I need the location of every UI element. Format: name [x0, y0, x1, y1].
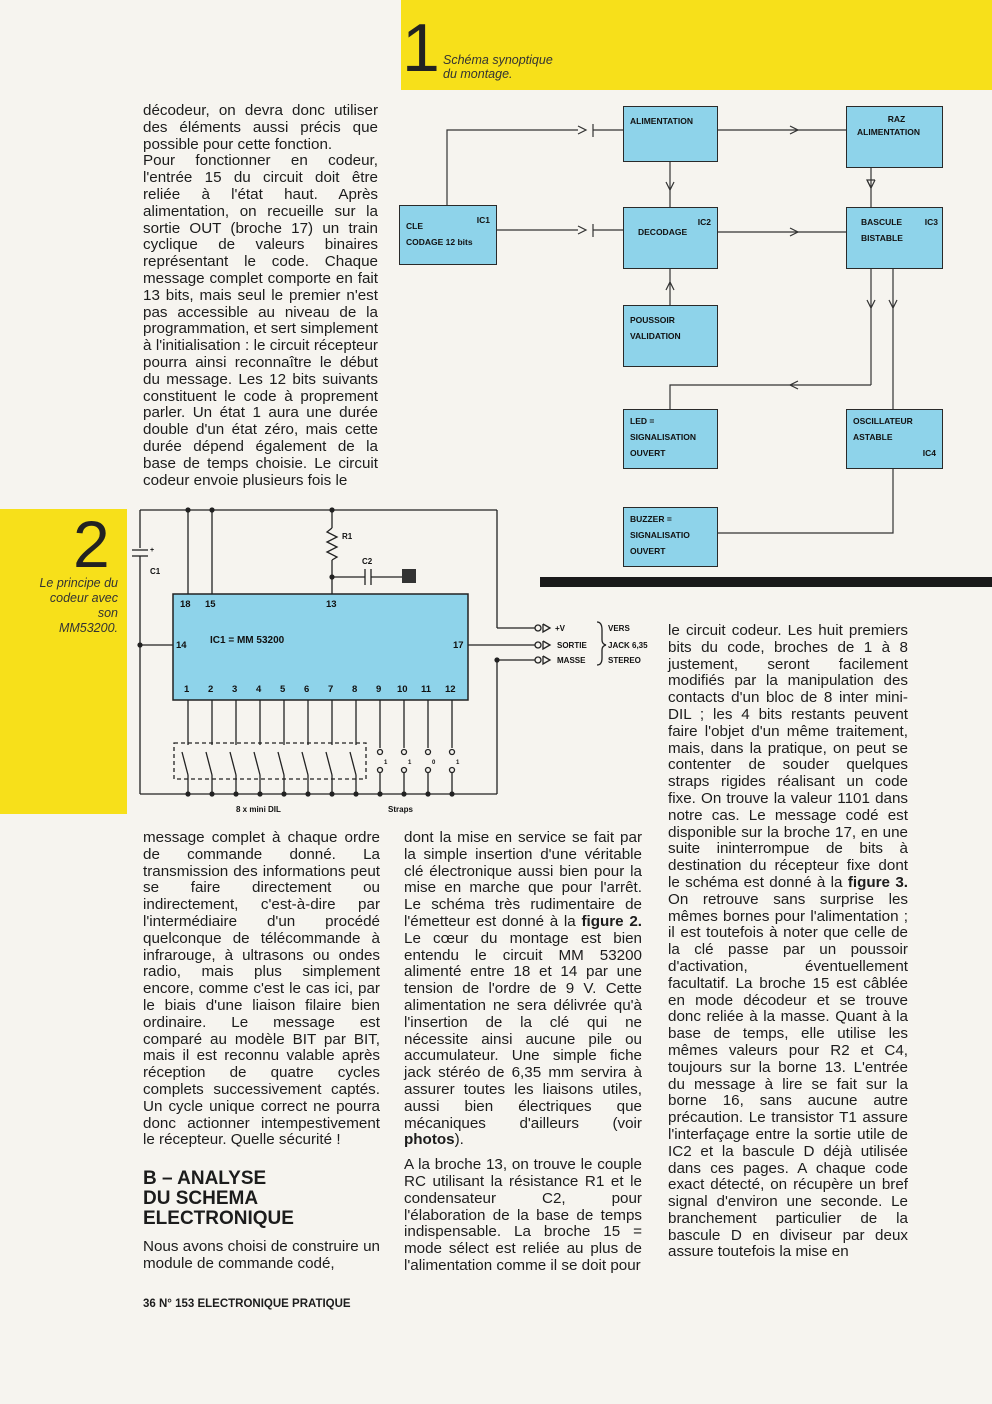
column1-bottom-text — [143, 830, 380, 1281]
pin-label: 11 — [421, 684, 432, 695]
figure1-caption: Schéma synoptique du montage. — [443, 53, 553, 81]
c1-label: C1 — [150, 567, 161, 576]
pin-label: 3 — [232, 684, 238, 695]
pin-label: 1 — [184, 684, 190, 695]
block-buzzer: BUZZER = SIGNALISATIO OUVERT — [623, 507, 718, 567]
pin-label: 9 — [376, 684, 382, 695]
strap-value: 1 — [408, 760, 412, 766]
page-footer: 36 N° 153 ELECTRONIQUE PRATIQUE — [143, 1298, 351, 1310]
paragraph: Pour fonctionner en codeur, l'entrée 15 du circuit doit être reliée à l'état haut. Après alimentation, on recueille sur la sortie OUT (broche 17) un train cyclique de valeurs binaires représentant le code. Chaque message complet comporte en fait 13 bits, mais seul le premier n'est pas accessible au niveau de la programmation, et sert simplement à l'initialisation : le circuit récepteur pourra ainsi reconnaître le début du message. Les 12 bits suivants constituent le code à proprement parler. Un état 1 aura une durée double d'un état zéro, mais cette durée dépend également de la base de temps choisie. Le circuit codeur envoie plusieurs fois le — [143, 152, 378, 489]
block-oscillateur-astable: OSCILLATEUR ASTABLE IC4 — [846, 409, 943, 469]
r1-label: R1 — [342, 532, 353, 541]
c1-plus: + — [150, 547, 155, 554]
masse-label: MASSE — [557, 656, 586, 665]
dil-label: 8 x mini DIL — [236, 805, 281, 814]
paragraph: décodeur, on devra donc utiliser des éléments aussi précis que possible pour cette fonction. — [143, 102, 378, 153]
figure2-number: 2 — [73, 507, 110, 581]
column2-text — [404, 830, 642, 1283]
photos-ref: photos — [404, 1131, 455, 1149]
pin-label: 2 — [208, 684, 214, 695]
pin-label: 5 — [280, 684, 286, 695]
pin-label: 13 — [326, 599, 337, 610]
figure-ref: figure 3. — [847, 873, 909, 891]
block-led-signalisation: LED = SIGNALISATION OUVERT — [623, 409, 718, 469]
c2-label: C2 — [362, 557, 373, 566]
pin-label: 6 — [304, 684, 310, 695]
codeur-schematic — [125, 500, 655, 820]
strap-value: 0 — [432, 760, 436, 766]
paragraph: A la broche 13, on trouve le couple RC utilisant la résistance R1 et le condensateur C2, pour l'élaboration de la base de temps indispensable. La broche 15 = mode sélect est reliée au plus de l'alimentation comme il se doit pour — [404, 1156, 642, 1274]
paragraph: Nous avons choisi de construire un module de commande codé, — [143, 1238, 380, 1272]
paragraph: message complet à chaque ordre de commande donné. La transmission des informations peut se faire directement ou indirectement, c'est-à-dire par l'intermédiaire d'un procédé quelconque de télécommande à infrarouge, à ultrasons ou ondes radio, mais plus simplement encore, comme c'est le cas ici, par le biais d'une liaison filaire bien ordinaire. Le message est comparé au modèle BIT par BIT, mais il est reconnu valable après réception de quatre cycles complets successivement captés. Un cycle unique correct ne pourra donc actionner intempestivement le récepteur. Quelle sécurité ! — [143, 829, 380, 1149]
block-tag: IC1 — [476, 215, 490, 225]
pin-label: 17 — [453, 640, 464, 651]
sortie-label: SORTIE — [557, 641, 587, 650]
paragraph: le circuit codeur. Les huit premiers bits du code, broches de 1 à 8 justement, seront facilement modifiés par la manipulation des contacts d'un bloc de 8 inter mini-DIL ; les 4 bits restants peuvent faire l'objet d'un même traitement, mais, dans la pratique, on peut se contenter de souder quelques straps rigides réalisant un code fixe. On trouve la valeur 1101 dans notre cas. Le message codé est disponible sur la broche 17, en une suite ininterrompue de bits à destination du récepteur fixe dont le schéma est donné à la figure 3. On retrouve sans surprise les mêmes bornes pour l'alimentation ; il est toutefois à noter que celle de la clé passe par un poussoir d'activation, éventuellement facultatif. La broche 15 est câblée en mode décodeur et se trouve donc reliée à la masse. Quant à la base de temps, elle utilise les mêmes valeurs pour R2 et C4, toujours sur la borne 13. L'entrée du message à lire se fait sur la borne 16, sans aucune autre précaution. Le transistor T1 assure l'interfaçage entre la sortie utile de IC2 et la bascule D déjà utilisée dans ces pages. A chaque code exact détecté, on récupère un bref signal d'environ une seconde. Le branchement particulier de la bascule D en diviseur par deux assure toutefois la mise en — [668, 622, 909, 1261]
block-decodage: IC2 DECODAGE — [623, 207, 718, 269]
pin-label: 10 — [397, 684, 408, 695]
column3-text — [668, 623, 908, 1269]
stereo-label: STEREO — [608, 656, 641, 665]
pin-label: 7 — [328, 684, 334, 695]
paragraph: dont la mise en service se fait par la simple insertion d'une véritable clé électronique aussi bien pour la mise en marche que pour l'arrêt. Le schéma très rudimentaire de l'émetteur est donné à la figure 2. Le cœur du montage est bien entendu le circuit MM 53200 alimenté entre 18 et 14 par une tension de l'ordre de 9 V. Cette alimentation ne sera délivrée qu'à l'insertion de la clé qui ne nécessite ainsi aucune pile ou accumulateur. Une simple fiche jack stéréo de 6,35 mm servira à assurer toutes les liaisons utiles, aussi bien électriques que mécaniques d'ailleurs (voir photos). — [404, 829, 642, 1149]
figure-ref: figure 2. — [581, 912, 642, 930]
block-alimentation: ALIMENTATION — [623, 106, 718, 162]
block-tag: IC2 — [697, 217, 711, 227]
pin-label: 8 — [352, 684, 358, 695]
pin-label: 12 — [445, 684, 456, 695]
block-tag: IC3 — [924, 217, 938, 227]
strap-value: 1 — [384, 760, 388, 766]
strap-value: 1 — [456, 760, 460, 766]
pin-label: 18 — [180, 599, 191, 610]
figure2-caption: Le principe du codeur avec son MM53200. — [39, 576, 118, 635]
block-bascule-bistable: IC3 BASCULE BISTABLE — [846, 207, 943, 269]
block-raz-alimentation: RAZ ALIMENTATION — [846, 106, 943, 168]
block-poussoir-validation: POUSSOIR VALIDATION — [623, 305, 718, 367]
pin-label: 15 — [205, 599, 216, 610]
ic-label: IC1 = MM 53200 — [210, 635, 285, 646]
section-heading: B – ANALYSE DU SCHEMA ELECTRONIQUE — [143, 1168, 294, 1230]
figure1-number: 1 — [402, 10, 440, 86]
column1-top-text — [143, 103, 378, 489]
pin-label: 4 — [256, 684, 262, 695]
vers-label: VERS — [608, 624, 630, 633]
jack-label: JACK 6,35 — [608, 641, 648, 650]
pin-label: 14 — [176, 640, 187, 651]
block-cle-codage: IC1 CLE CODAGE 12 bits — [399, 205, 497, 265]
plusv-label: +V — [555, 624, 566, 633]
straps-label: Straps — [388, 805, 413, 814]
